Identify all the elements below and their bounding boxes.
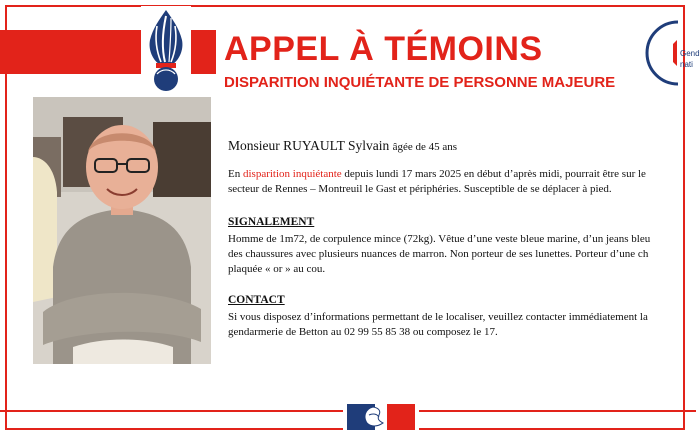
disappearance-paragraph	[228, 167, 698, 197]
logo-wordmark	[680, 48, 700, 70]
signalement-line: des chaussures avec plusieurs nuances de marron. Non porteur de ses lunettes. Porteur d’une ch	[228, 248, 649, 260]
missing-person-photo	[33, 97, 211, 364]
gendarmerie-grenade-icon	[141, 6, 191, 92]
signalement-line: Homme de 1m72, de corpulence mince (72kg). Vêtue d’une veste bleue marine, d’un jeans bleu	[228, 233, 651, 245]
person-name: Monsieur RUYAULT Sylvain	[228, 138, 390, 153]
contact-line: Si vous disposez d’informations permettant de le localiser, veuillez contacter immédiatement la	[228, 311, 648, 323]
disappearance-prefix: En	[228, 168, 243, 180]
disappearance-line-1	[228, 167, 698, 182]
notice-body	[228, 138, 698, 340]
contact-heading: CONTACT	[228, 294, 285, 306]
disappearance-line-2: secteur de Rennes – Montreuil le Gast et périphéries. Susceptible de se déplacer à pied.	[228, 183, 612, 195]
disappearance-highlight: disparition inquiétante	[242, 168, 342, 180]
marianne-republique-logo	[343, 401, 419, 433]
page-title: APPEL À TÉMOINS	[224, 30, 543, 68]
signalement-heading: SIGNALEMENT	[228, 216, 315, 228]
page-subtitle: DISPARITION INQUIÉTANTE DE PERSONNE MAJEURE	[224, 74, 616, 91]
contact-line: gendarmerie de Betton au 02 99 55 85 38 ou composez le 17.	[228, 326, 498, 338]
signalement-line: plaquée « or » au cou.	[228, 263, 326, 275]
person-age: âgée de 45 ans	[392, 141, 458, 153]
contact-paragraph	[228, 310, 698, 340]
logo-text-line: Gend	[680, 49, 700, 58]
disappearance-line-1-rest: depuis lundi 17 mars 2025 en début d’après midi, pourrait être sur le	[341, 168, 646, 180]
signalement-paragraph	[228, 232, 698, 277]
person-name-line	[228, 138, 698, 155]
logo-text-line: nati	[680, 60, 693, 69]
